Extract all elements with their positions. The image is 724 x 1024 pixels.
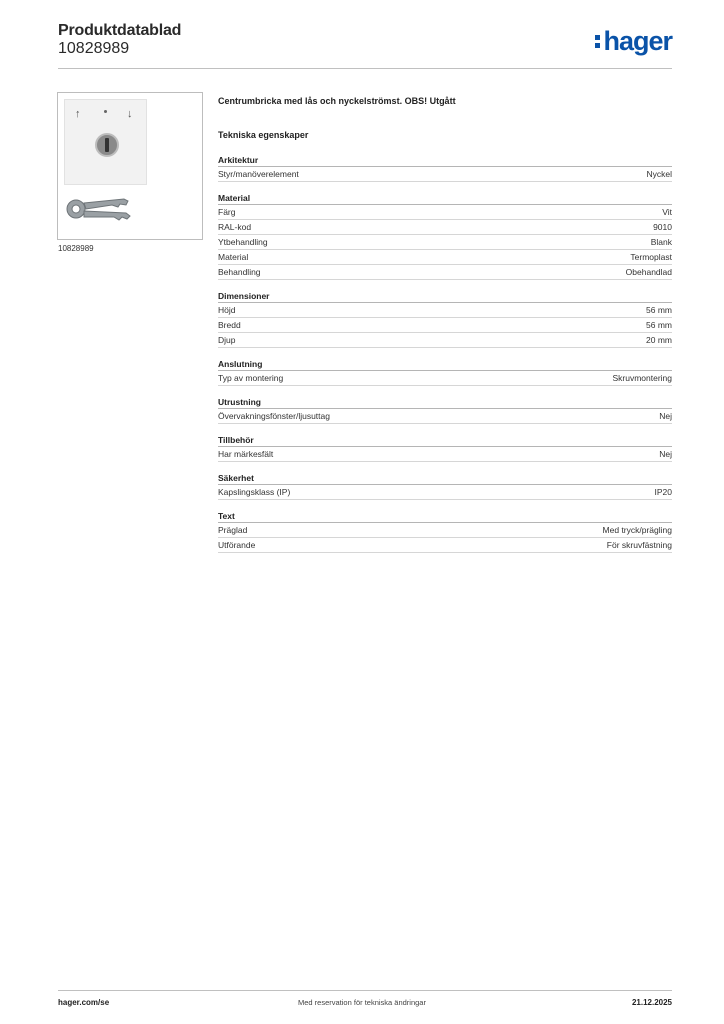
spec-value: 56 mm bbox=[646, 320, 672, 330]
indicator-dot bbox=[104, 110, 107, 113]
spec-row bbox=[218, 318, 672, 333]
spec-group-arkitektur bbox=[218, 152, 672, 182]
spec-row bbox=[218, 371, 672, 386]
spec-group-text bbox=[218, 508, 672, 553]
group-title: Text bbox=[218, 508, 672, 523]
spec-value: Blank bbox=[650, 237, 672, 247]
spec-value: Obehandlad bbox=[625, 267, 672, 277]
spec-label: Färg bbox=[218, 207, 236, 217]
spec-label: Kapslingsklass (IP) bbox=[218, 487, 291, 497]
group-title: Anslutning bbox=[218, 356, 672, 371]
spec-value: Nej bbox=[659, 449, 672, 459]
spec-value: Skruvmontering bbox=[612, 373, 672, 383]
spec-group-tillbehor bbox=[218, 432, 672, 462]
logo-dots-icon bbox=[595, 31, 601, 49]
spec-row bbox=[218, 523, 672, 538]
logo-text: hager bbox=[603, 26, 672, 56]
spec-row bbox=[218, 167, 672, 182]
spec-label: Djup bbox=[218, 335, 236, 345]
spec-label: Bredd bbox=[218, 320, 241, 330]
spec-row bbox=[218, 447, 672, 462]
lock-cylinder-icon bbox=[95, 133, 119, 157]
group-title: Utrustning bbox=[218, 394, 672, 409]
spec-row bbox=[218, 333, 672, 348]
section-title: Tekniska egenskaper bbox=[218, 130, 309, 140]
spec-value: 9010 bbox=[653, 222, 672, 232]
footer-date: 21.12.2025 bbox=[631, 998, 672, 1007]
spec-label: Behandling bbox=[218, 267, 261, 277]
spec-row bbox=[218, 538, 672, 553]
spec-label: Typ av montering bbox=[218, 373, 284, 383]
spec-value: IP20 bbox=[654, 487, 672, 497]
spec-group-utrustning bbox=[218, 394, 672, 424]
footer-divider bbox=[58, 990, 672, 991]
spec-value: Nej bbox=[659, 411, 672, 421]
spec-label: Ytbehandling bbox=[218, 237, 268, 247]
footer-disclaimer: Med reservation för tekniska ändringar bbox=[298, 998, 426, 1007]
group-title: Material bbox=[218, 190, 672, 205]
product-description: Centrumbricka med lås och nyckelströmst. OBS! Utgått bbox=[218, 96, 456, 106]
spec-group-dimensioner bbox=[218, 288, 672, 348]
hager-logo bbox=[595, 26, 672, 56]
spec-label: Material bbox=[218, 252, 249, 262]
header-divider bbox=[58, 68, 672, 69]
spec-value: 56 mm bbox=[646, 305, 672, 315]
spec-label: Utförande bbox=[218, 540, 256, 550]
spec-row bbox=[218, 220, 672, 235]
spec-label: Höjd bbox=[218, 305, 236, 315]
spec-value: För skruvfästning bbox=[606, 540, 672, 550]
spec-row bbox=[218, 235, 672, 250]
spec-value: Med tryck/prägling bbox=[602, 525, 672, 535]
spec-label: Har märkesfält bbox=[218, 449, 274, 459]
arrow-up-icon: ↑ bbox=[75, 108, 81, 120]
group-title: Arkitektur bbox=[218, 152, 672, 167]
spec-label: Styr/manöverelement bbox=[218, 169, 299, 179]
spec-row bbox=[218, 303, 672, 318]
spec-group-anslutning bbox=[218, 356, 672, 386]
spec-row bbox=[218, 409, 672, 424]
product-image bbox=[57, 92, 203, 240]
spec-row bbox=[218, 250, 672, 265]
image-caption: 10828989 bbox=[58, 244, 94, 253]
group-title: Tillbehör bbox=[218, 432, 672, 447]
product-number: 10828989 bbox=[58, 40, 130, 57]
specs-table bbox=[218, 152, 672, 561]
spec-value: Nyckel bbox=[646, 169, 672, 179]
cover-plate-image bbox=[64, 99, 147, 185]
spec-value: 20 mm bbox=[646, 335, 672, 345]
footer-website-link[interactable]: hager.com/se bbox=[58, 998, 110, 1007]
spec-value: Vit bbox=[662, 207, 672, 217]
group-title: Dimensioner bbox=[218, 288, 672, 303]
spec-label: Övervakningsfönster/ljusuttag bbox=[218, 411, 330, 421]
spec-group-sakerhet bbox=[218, 470, 672, 500]
keys-image bbox=[62, 189, 142, 229]
spec-row bbox=[218, 205, 672, 220]
spec-group-material bbox=[218, 190, 672, 280]
spec-value: Termoplast bbox=[630, 252, 672, 262]
spec-label: Präglad bbox=[218, 525, 248, 535]
page-title: Produktdatablad bbox=[58, 22, 182, 39]
arrow-down-icon: ↓ bbox=[127, 108, 133, 120]
spec-row bbox=[218, 485, 672, 500]
spec-label: RAL-kod bbox=[218, 222, 252, 232]
spec-row bbox=[218, 265, 672, 280]
group-title: Säkerhet bbox=[218, 470, 672, 485]
